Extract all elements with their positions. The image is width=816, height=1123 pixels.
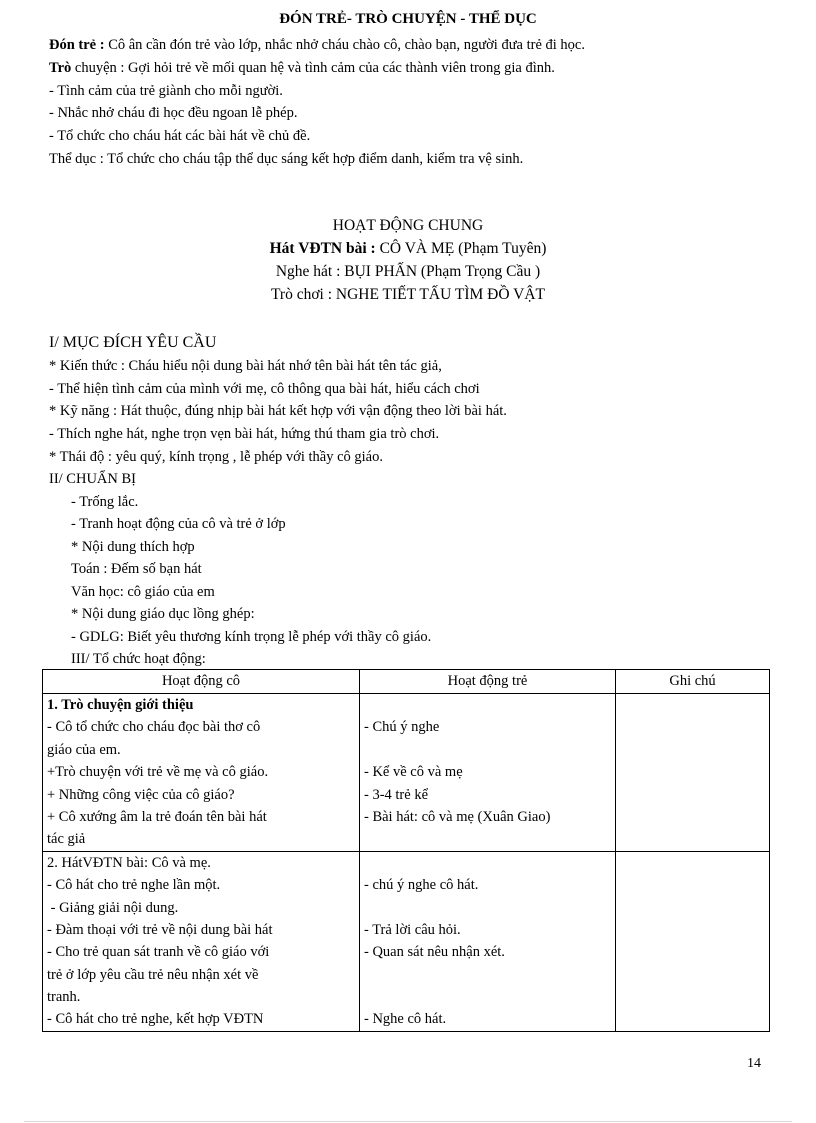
teacher-line: + Những công việc của cô giáo? xyxy=(47,786,235,803)
section-1-title: I/ MỤC ĐÍCH YÊU CẦU xyxy=(49,334,217,351)
page-bottom-divider xyxy=(24,1121,792,1122)
child-activity-cell xyxy=(360,851,616,1031)
child-line: - Bài hát: cô và mẹ (Xuân Giao) xyxy=(364,808,551,825)
tro-chuyen-text: chuyện : Gợi hỏi trẻ về mối quan hệ và tình cảm của các thành viên trong gia đình. xyxy=(71,60,555,76)
don-tre-paragraph xyxy=(49,35,585,55)
table-row xyxy=(43,851,770,1031)
section-2-line: Văn học: cô giáo của em xyxy=(71,584,215,600)
section-2-title: II/ CHUẨN BỊ xyxy=(49,471,136,487)
child-line: - Kể về cô và mẹ xyxy=(364,764,463,781)
notes-cell xyxy=(616,694,770,852)
hat-vdtn-label: Hát VĐTN bài : xyxy=(269,240,376,257)
tro-chuyen-paragraph xyxy=(49,58,555,78)
don-tre-label: Đón trẻ : xyxy=(49,37,105,53)
child-line xyxy=(364,986,611,1008)
teacher-line: tác giả xyxy=(47,831,86,848)
header-teacher-activity: Hoạt động cô xyxy=(43,670,360,694)
tro-chuyen-label: Trò xyxy=(49,60,72,76)
hat-vdtn-text: CÔ VÀ MẸ (Phạm Tuyên) xyxy=(375,240,547,257)
hoat-dong-line-2: Nghe hát : BỤI PHẤN (Phạm Trọng Cầu ) xyxy=(275,263,541,280)
teacher-line: + Cô xướng âm la trẻ đoán tên bài hát xyxy=(47,808,267,825)
section-2-line: - GDLG: Biết yêu thương kính trọng lễ phép với thầy cô giáo. xyxy=(71,629,432,645)
teacher-line: - Cô hát cho trẻ nghe, kết hợp VĐTN xyxy=(47,1011,264,1028)
teacher-activity-cell xyxy=(43,851,360,1031)
intro-line: - Tổ chức cho cháu hát các bài hát về chủ đề. xyxy=(49,128,311,144)
heading-don-tre: ĐÓN TRẺ- TRÒ CHUYỆN - THỂ DỤC xyxy=(279,11,537,27)
child-line: - Quan sát nêu nhận xét. xyxy=(364,944,505,961)
hoat-dong-line-3: Trò chơi : NGHE TIẾT TẤU TÌM ĐỒ VẬT xyxy=(271,286,545,303)
teacher-line: giáo của em. xyxy=(47,741,121,758)
child-line xyxy=(364,964,611,986)
section-1-line: * Kỹ năng : Hát thuộc, đúng nhịp bài hát kết hợp với vận động theo lời bài hát. xyxy=(49,403,507,419)
child-activity-cell xyxy=(360,694,616,852)
section-1-line: * Kiến thức : Cháu hiểu nội dung bài hát nhớ tên bài hát tên tác giả, xyxy=(49,358,442,374)
notes-cell xyxy=(616,851,770,1031)
step-title: 1. Trò chuyện giới thiệu xyxy=(47,697,194,713)
page-number: 14 xyxy=(747,1056,761,1071)
child-line xyxy=(364,694,611,716)
hoat-dong-line-1 xyxy=(0,239,816,259)
teacher-line: tranh. xyxy=(47,989,81,1006)
header-notes: Ghi chú xyxy=(616,670,770,694)
section-1-line: * Thái độ : yêu quý, kính trọng , lễ phép với thầy cô giáo. xyxy=(49,449,383,465)
child-line xyxy=(364,897,611,919)
the-duc-line: Thể dục : Tổ chức cho cháu tập thể dục sáng kết hợp điểm danh, kiểm tra vệ sinh. xyxy=(49,151,524,167)
table-row xyxy=(43,694,770,852)
section-1-line: - Thích nghe hát, nghe trọn vẹn bài hát, hứng thú tham gia trò chơi. xyxy=(49,426,440,442)
child-line: - Nghe cô hát. xyxy=(364,1011,447,1028)
section-2-line: * Nội dung giáo dục lồng ghép: xyxy=(71,606,255,622)
section-2-line: * Nội dung thích hợp xyxy=(71,539,195,555)
section-2-line: - Trống lắc. xyxy=(71,494,139,510)
child-line: - 3-4 trẻ kể xyxy=(364,786,429,803)
teacher-line: - Cho trẻ quan sát tranh về cô giáo với xyxy=(47,944,270,961)
section-2-line: - Tranh hoạt động của cô và trẻ ở lớp xyxy=(71,516,286,532)
step-title: 2. HátVĐTN bài: Cô và mẹ. xyxy=(47,854,211,871)
teacher-line: - Đàm thoại với trẻ về nội dung bài hát xyxy=(47,921,273,938)
intro-line: - Tình cảm của trẻ giành cho mỗi người. xyxy=(49,83,283,99)
teacher-line: +Trò chuyện với trẻ về mẹ và cô giáo. xyxy=(47,764,269,781)
teacher-activity-cell xyxy=(43,694,360,852)
table-header-row xyxy=(43,670,770,694)
don-tre-text: Cô ân cần đón trẻ vào lớp, nhắc nhở cháu chào cô, chào bạn, người đưa trẻ đi học. xyxy=(104,37,585,53)
child-line: - Trả lời câu hỏi. xyxy=(364,921,461,938)
teacher-line: trẻ ở lớp yêu cầu trẻ nêu nhận xét về xyxy=(47,966,259,983)
teacher-line: - Cô tổ chức cho cháu đọc bài thơ cô xyxy=(47,719,261,736)
child-line: - Chú ý nghe xyxy=(364,719,440,736)
section-1-line: - Thể hiện tình cảm của mình với mẹ, cô thông qua bài hát, hiểu cách chơi xyxy=(49,381,480,397)
child-line xyxy=(364,828,611,850)
child-line xyxy=(364,739,611,761)
child-line xyxy=(364,852,611,874)
header-child-activity: Hoạt động trẻ xyxy=(360,670,616,694)
child-line: - chú ý nghe cô hát. xyxy=(364,877,479,894)
teacher-line: - Cô hát cho trẻ nghe lần một. xyxy=(47,877,221,894)
section-2-line: Toán : Đếm số bạn hát xyxy=(71,561,202,577)
teacher-line: - Giảng giải nội dung. xyxy=(47,899,179,916)
intro-line: - Nhắc nhở cháu đi học đều ngoan lễ phép. xyxy=(49,105,298,121)
section-3-title: III/ Tổ chức hoạt động: xyxy=(71,651,206,667)
hoat-dong-chung-title: HOẠT ĐỘNG CHUNG xyxy=(332,217,484,234)
activity-table xyxy=(42,669,770,1032)
